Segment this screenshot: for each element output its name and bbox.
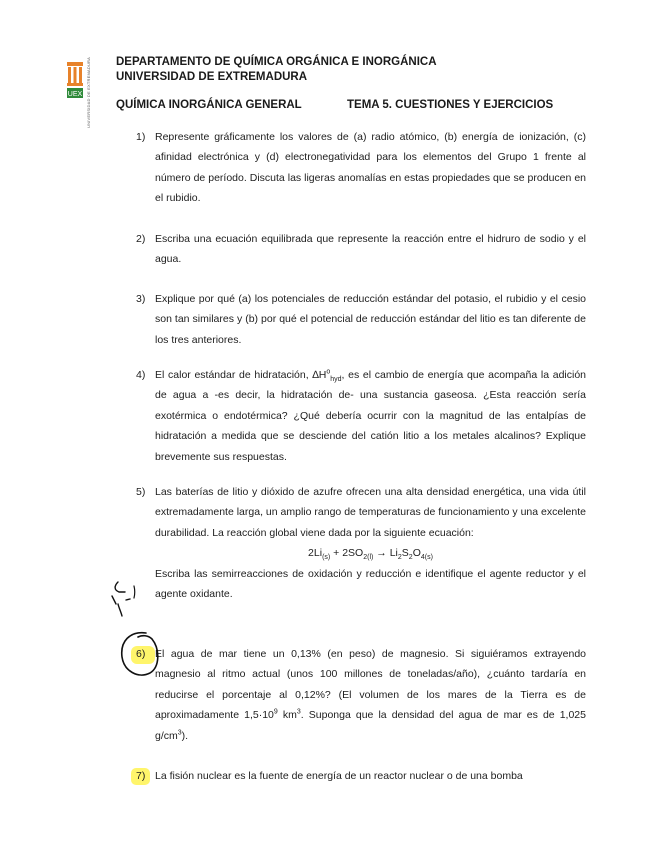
logo-vertical-text: UNIVERSIDAD DE EXTREMADURA bbox=[86, 57, 91, 128]
question-7 bbox=[136, 766, 586, 786]
university-title: UNIVERSIDAD DE EXTREMADURA bbox=[116, 71, 308, 83]
subscript: hyd bbox=[330, 376, 342, 384]
chemical-equation: $2Li_{(s)} + 2SO_{2(l)} \to Li_2S_2O_{4(s)}$ bbox=[308, 547, 433, 562]
question-number: 4) bbox=[136, 369, 146, 381]
question-text: El agua de mar tiene un 0,13% (en peso) de magnesio. Si siguiéramos extrayendo magnesio al ritmo actual (unos 100 millones de toneladas/año), ¿cuánto tardaría en reducirse el porcentaje al 0,12%? (El volumen de los mares de la Tierra es de aproximadamente $1,5\cdot 10^9$ $km^3$. Suponga que la densidad del agua de mar es de 1,025 $g/cm^3$). bbox=[155, 648, 586, 742]
text-part: , es el cambio de energía que acompaña la adición de agua a -es decir, la hidratación de- una sustancia gaseosa. ¿Esta reacción sería exotérmica o endotérmica? ¿Qué debería ocurrir con la magnitud de las entalpías de hidratación a medida que se desciende del catión litio a los metales alcalinos? Explique brevemente sus respuestas. bbox=[155, 369, 587, 463]
university-logo-icon bbox=[64, 60, 86, 100]
svg-text:UEX: UEX bbox=[67, 91, 83, 98]
question-text: Escriba una ecuación equilibrada que represente la reacción entre el hidruro de sodio y el agua. bbox=[155, 233, 586, 266]
question-text: Explique por qué (a) los potenciales de reducción estándar del potasio, el rubidio y el cesio son tan similares y (b) por qué el potencial de reducción estándar del litio es tan diferente de los tres anteriores. bbox=[155, 293, 586, 346]
question-text-continued: Escriba las semirreacciones de oxidación y reducción e identifique el agente reductor y el agente oxidante. bbox=[155, 567, 586, 601]
superscript: o bbox=[326, 368, 331, 376]
question-4 bbox=[136, 365, 586, 467]
course-title: QUÍMICA INORGÁNICA GENERAL bbox=[116, 99, 302, 111]
question-1 bbox=[136, 127, 586, 209]
question-text: Las baterías de litio y dióxido de azufre ofrecen una alta densidad energética, una vida útil extremadamente larga, un amplio rango de temperaturas de funcionamiento y una excelente durabilidad. La reacción global viene dada por la siguiente ecuación: bbox=[155, 486, 586, 539]
question-6 bbox=[136, 644, 586, 746]
handwritten-circle-icon bbox=[108, 625, 168, 685]
question-number: 7) bbox=[136, 770, 146, 782]
question-number: 2) bbox=[136, 233, 146, 245]
question-text: La fisión nuclear es la fuente de energía de un reactor nuclear o de una bomba bbox=[155, 770, 523, 782]
question-number: 1) bbox=[136, 131, 146, 143]
department-title: DEPARTAMENTO DE QUÍMICA ORGÁNICA E INORGÁNICA bbox=[116, 56, 437, 68]
question-2 bbox=[136, 229, 586, 270]
question-number: 3) bbox=[136, 293, 146, 305]
question-number: 5) bbox=[136, 486, 146, 498]
question-text: Represente gráficamente los valores de (a) radio atómico, (b) energía de ionización, (c) afinidad electrónica y (d) electronegatividad para los elementos del Grupo 1 frente al número de período. Discuta las ligeras anomalías en estas propiedades que se producen en el rubidio. bbox=[155, 131, 586, 205]
topic-title: TEMA 5. CUESTIONES Y EJERCICIOS bbox=[347, 99, 554, 111]
question-5 bbox=[136, 482, 586, 604]
question-text bbox=[155, 365, 586, 467]
handwritten-marks-icon bbox=[108, 578, 142, 620]
question-3 bbox=[136, 289, 586, 350]
text-part: El calor estándar de hidratación, ∆H bbox=[155, 369, 327, 381]
question-number: 6) bbox=[136, 648, 146, 660]
